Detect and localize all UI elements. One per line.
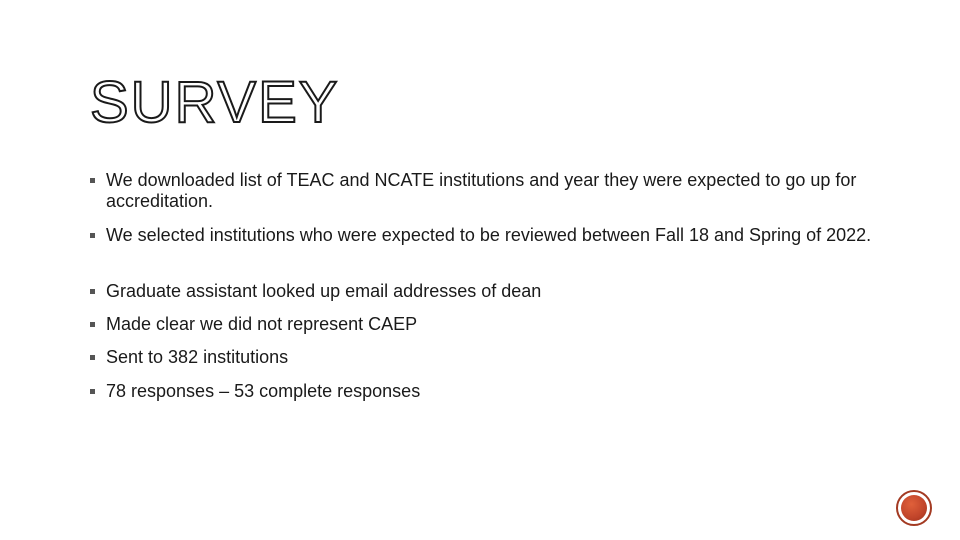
square-bullet-icon xyxy=(90,233,95,238)
bullet-text: We downloaded list of TEAC and NCATE institutions and year they were expected to go up for accreditation. xyxy=(106,170,857,211)
list-item xyxy=(90,381,880,402)
list-item xyxy=(90,347,880,368)
list-item xyxy=(90,170,880,212)
bullet-text: Made clear we did not represent CAEP xyxy=(106,314,418,334)
circle-badge-icon xyxy=(896,490,932,526)
square-bullet-icon xyxy=(90,289,95,294)
list-item xyxy=(90,281,880,302)
bullet-text: We selected institutions who were expected to be reviewed between Fall 18 and Spring of 2022. xyxy=(106,225,872,245)
list-item xyxy=(90,314,880,335)
badge-fill xyxy=(901,495,927,521)
square-bullet-icon xyxy=(90,322,95,327)
bullet-text: 78 responses – 53 complete responses xyxy=(106,381,421,401)
slide-title: SURVEY xyxy=(90,70,340,135)
bullet-text: Sent to 382 institutions xyxy=(106,347,289,367)
square-bullet-icon xyxy=(90,178,95,183)
list-item xyxy=(90,225,880,246)
square-bullet-icon xyxy=(90,355,95,360)
bullet-text: Graduate assistant looked up email addresses of dean xyxy=(106,281,542,301)
square-bullet-icon xyxy=(90,389,95,394)
